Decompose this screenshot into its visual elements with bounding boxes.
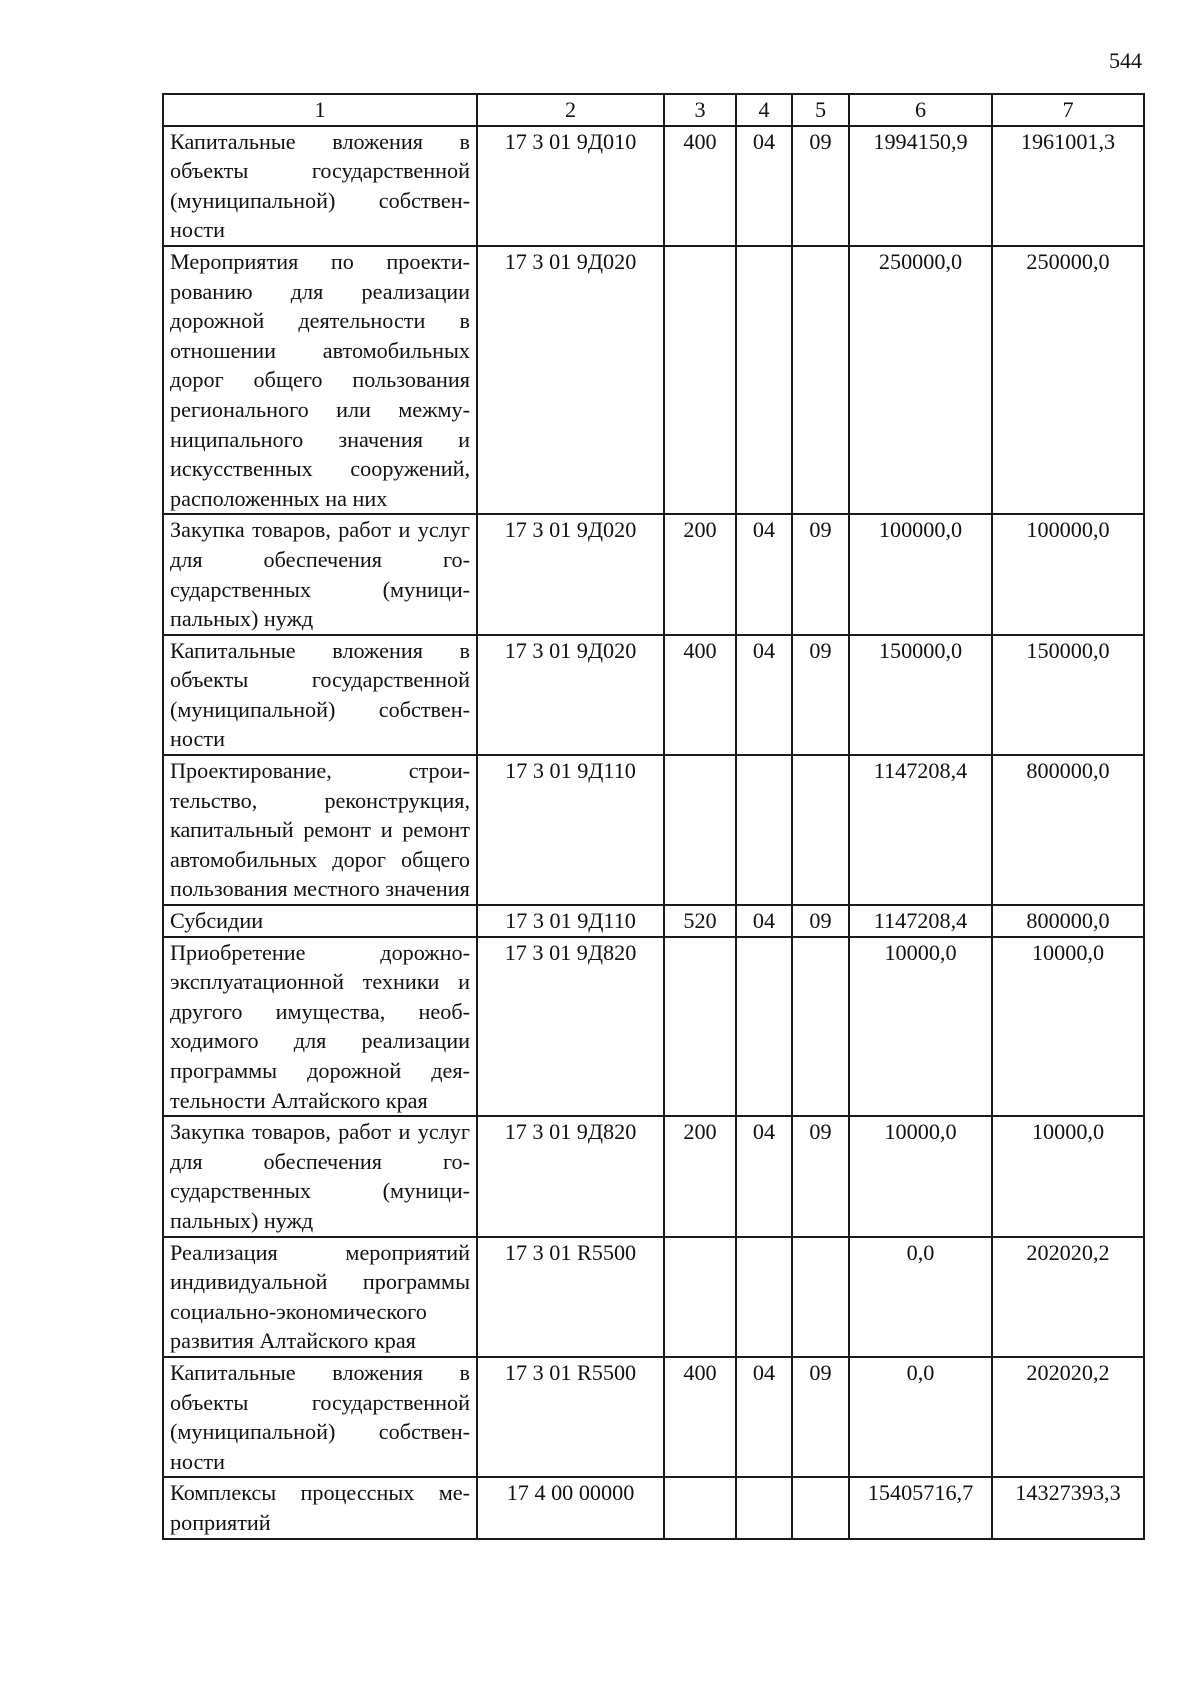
item-name-cell: Приобретение дорожно-эксплуатационной техники и другого имущества, необходимого для реализации программы дорожной деятельности Алтайского края — [163, 937, 477, 1117]
column-header: 6 — [849, 94, 992, 126]
expense-type-cell: 400 — [664, 126, 736, 246]
amount-col6-cell: 1147208,4 — [849, 905, 992, 937]
page-number: 544 — [1109, 48, 1142, 73]
amount-col6-cell: 250000,0 — [849, 246, 992, 514]
amount-col6-cell: 150000,0 — [849, 635, 992, 755]
section-cell: 04 — [736, 1116, 792, 1236]
subsection-cell: 09 — [792, 126, 849, 246]
amount-col6-cell: 0,0 — [849, 1237, 992, 1357]
table-row — [163, 1237, 1144, 1357]
amount-col7-cell: 10000,0 — [992, 937, 1144, 1117]
column-header: 3 — [664, 94, 736, 126]
amount-col6-cell: 15405716,7 — [849, 1477, 992, 1538]
table-row — [163, 246, 1144, 514]
table-row — [163, 1477, 1144, 1538]
subsection-cell: 09 — [792, 1357, 849, 1477]
section-cell: 04 — [736, 1357, 792, 1477]
amount-col7-cell: 250000,0 — [992, 246, 1144, 514]
target-code-cell: 17 3 01 9Д020 — [477, 514, 664, 634]
amount-col7-cell: 202020,2 — [992, 1357, 1144, 1477]
column-header: 5 — [792, 94, 849, 126]
item-name-cell: Мероприятия по проектированию для реализации дорожной деятельности в отношении автомобильных дорог общего пользования регионального или межмуниципального значения и искусственных сооружений, расположенных на них — [163, 246, 477, 514]
amount-col7-cell: 10000,0 — [992, 1116, 1144, 1236]
item-name-cell: Комплексы процессных мероприятий — [163, 1477, 477, 1538]
section-cell: 04 — [736, 126, 792, 246]
expense-type-cell — [664, 1477, 736, 1538]
section-cell: 04 — [736, 514, 792, 634]
section-cell — [736, 246, 792, 514]
item-name-cell: Проектирование, строительство, реконструкция, капитальный ремонт и ремонт автомобильных дорог общего пользования местного значения — [163, 755, 477, 905]
section-cell — [736, 1477, 792, 1538]
column-header: 1 — [163, 94, 477, 126]
item-name-cell: Закупка товаров, работ и услуг для обеспечения государственных (муниципальных) нужд — [163, 1116, 477, 1236]
section-cell: 04 — [736, 635, 792, 755]
amount-col7-cell: 202020,2 — [992, 1237, 1144, 1357]
expense-type-cell: 200 — [664, 1116, 736, 1236]
amount-col6-cell: 100000,0 — [849, 514, 992, 634]
subsection-cell — [792, 937, 849, 1117]
amount-col6-cell: 1994150,9 — [849, 126, 992, 246]
amount-col6-cell: 1147208,4 — [849, 755, 992, 905]
target-code-cell: 17 3 01 9Д020 — [477, 246, 664, 514]
expense-type-cell — [664, 755, 736, 905]
item-name-cell: Субсидии — [163, 905, 477, 937]
section-cell: 04 — [736, 905, 792, 937]
target-code-cell: 17 3 01 R5500 — [477, 1357, 664, 1477]
table-row — [163, 126, 1144, 246]
column-header: 4 — [736, 94, 792, 126]
amount-col7-cell: 14327393,3 — [992, 1477, 1144, 1538]
subsection-cell: 09 — [792, 514, 849, 634]
target-code-cell: 17 3 01 9Д020 — [477, 635, 664, 755]
budget-table — [162, 93, 1145, 1540]
section-cell — [736, 1237, 792, 1357]
expense-type-cell: 520 — [664, 905, 736, 937]
expense-type-cell — [664, 246, 736, 514]
amount-col7-cell: 100000,0 — [992, 514, 1144, 634]
subsection-cell — [792, 1237, 849, 1357]
target-code-cell: 17 4 00 00000 — [477, 1477, 664, 1538]
target-code-cell: 17 3 01 9Д820 — [477, 937, 664, 1117]
table-row — [163, 905, 1144, 937]
table-row — [163, 514, 1144, 634]
subsection-cell: 09 — [792, 905, 849, 937]
item-name-cell: Реализация мероприятий индивидуальной программы социально-экономического развития Алтайского края — [163, 1237, 477, 1357]
item-name-cell: Закупка товаров, работ и услуг для обеспечения государственных (муниципальных) нужд — [163, 514, 477, 634]
expense-type-cell — [664, 1237, 736, 1357]
target-code-cell: 17 3 01 9Д820 — [477, 1116, 664, 1236]
expense-type-cell: 400 — [664, 635, 736, 755]
amount-col7-cell: 800000,0 — [992, 905, 1144, 937]
target-code-cell: 17 3 01 9Д110 — [477, 905, 664, 937]
subsection-cell: 09 — [792, 1116, 849, 1236]
amount-col7-cell: 1961001,3 — [992, 126, 1144, 246]
amount-col6-cell: 0,0 — [849, 1357, 992, 1477]
expense-type-cell — [664, 937, 736, 1117]
table-row — [163, 1357, 1144, 1477]
header-row — [163, 94, 1144, 126]
subsection-cell — [792, 755, 849, 905]
item-name-cell: Капитальные вложения в объекты государственной (муниципальной) собственности — [163, 635, 477, 755]
column-header: 2 — [477, 94, 664, 126]
target-code-cell: 17 3 01 9Д010 — [477, 126, 664, 246]
subsection-cell — [792, 1477, 849, 1538]
target-code-cell: 17 3 01 9Д110 — [477, 755, 664, 905]
column-header: 7 — [992, 94, 1144, 126]
amount-col7-cell: 800000,0 — [992, 755, 1144, 905]
item-name-cell: Капитальные вложения в объекты государственной (муниципальной) собственности — [163, 126, 477, 246]
table-row — [163, 635, 1144, 755]
amount-col6-cell: 10000,0 — [849, 1116, 992, 1236]
section-cell — [736, 755, 792, 905]
table-row — [163, 1116, 1144, 1236]
subsection-cell: 09 — [792, 635, 849, 755]
expense-type-cell: 400 — [664, 1357, 736, 1477]
amount-col6-cell: 10000,0 — [849, 937, 992, 1117]
amount-col7-cell: 150000,0 — [992, 635, 1144, 755]
table-row — [163, 937, 1144, 1117]
expense-type-cell: 200 — [664, 514, 736, 634]
section-cell — [736, 937, 792, 1117]
subsection-cell — [792, 246, 849, 514]
table-row — [163, 755, 1144, 905]
target-code-cell: 17 3 01 R5500 — [477, 1237, 664, 1357]
item-name-cell: Капитальные вложения в объекты государственной (муниципальной) собственности — [163, 1357, 477, 1477]
